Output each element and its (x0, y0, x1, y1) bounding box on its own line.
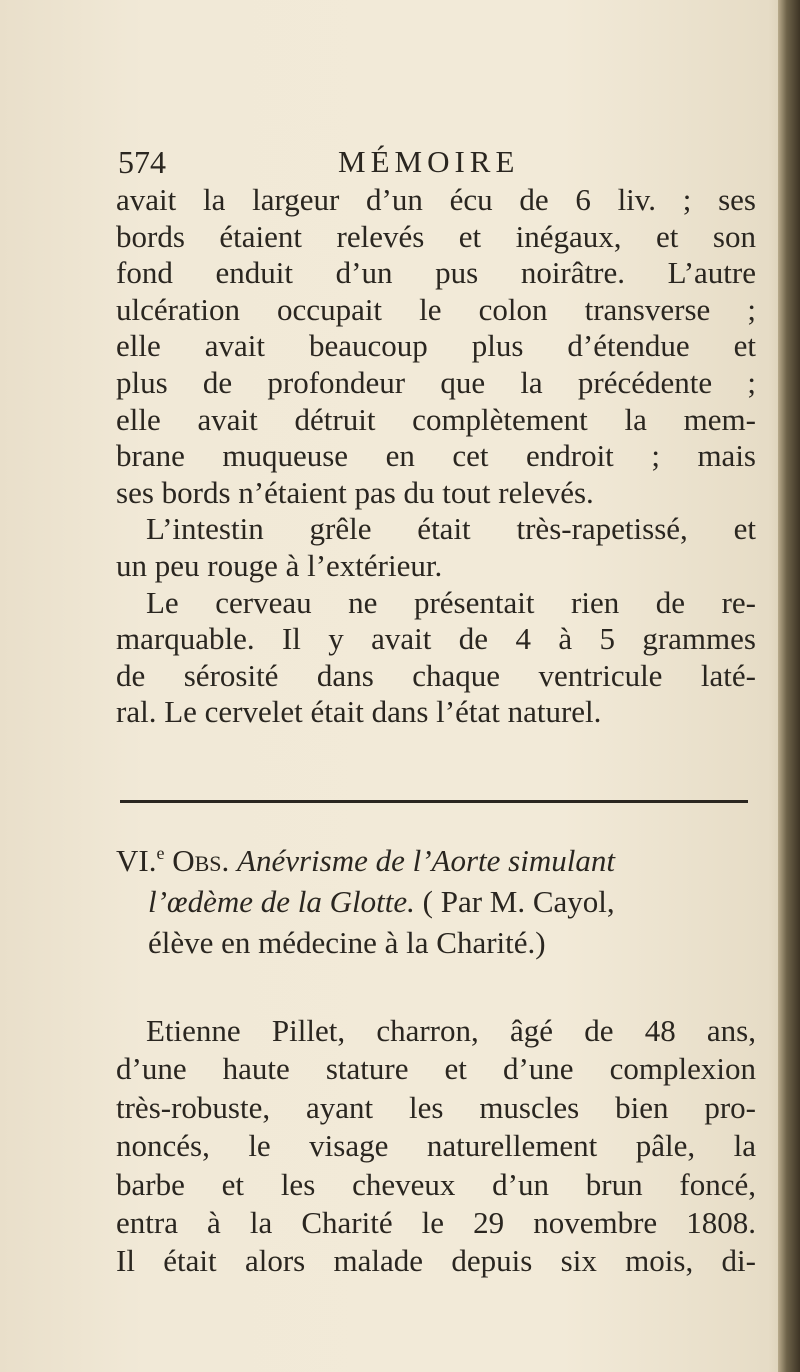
observation-number-sup: e (156, 843, 165, 863)
text-line: L’intestin grêle était très-rapetissé, et (146, 511, 756, 547)
book-spine-edge (778, 0, 800, 1372)
text-line: entra à la Charité le 29 novembre 1808. (116, 1205, 756, 1241)
text-line: Il était alors malade depuis six mois, di- (116, 1243, 756, 1279)
section-divider-rule (120, 800, 748, 803)
text-line: avait la largeur d’un écu de 6 liv. ; ses (116, 182, 756, 217)
text-line: fond enduit d’un pus noirâtre. L’autre (116, 255, 756, 291)
text-line: elle avait détruit complètement la mem- (116, 401, 756, 437)
observation-title-line-3: élève en médecine à la Charité.) (148, 925, 546, 960)
observation-title-italic: Anévrisme de l’Aorte simulant (237, 843, 615, 878)
observation-label: Obs. (172, 843, 230, 878)
text-line: elle avait beaucoup plus d’étendue et (116, 328, 756, 364)
text-line: ulcération occupait le colon transverse ; (116, 291, 756, 327)
text-line: ral. Le cervelet était dans l’état naturel. (116, 694, 602, 730)
text-line: noncés, le visage naturellement pâle, la (116, 1128, 756, 1164)
observation-title-line-1 (116, 840, 756, 881)
observation-author: ( Par M. Cayol, (422, 884, 615, 919)
page-number: 574 (118, 144, 166, 180)
text-line: plus de profondeur que la précédente ; (116, 364, 756, 400)
text-line: marquable. Il y avait de 4 à 5 grammes (116, 621, 756, 657)
text-line: de sérosité dans chaque ventricule laté- (116, 657, 756, 693)
text-line: ses bords n’étaient pas du tout relevés. (116, 474, 594, 510)
observation-number: VI. (116, 843, 157, 878)
page-header (118, 140, 758, 184)
text-line: bords étaient relevés et inégaux, et son (116, 218, 756, 254)
running-title: MÉMOIRE (338, 144, 520, 179)
text-line: très-robuste, ayant les muscles bien pro- (116, 1089, 756, 1125)
text-line: brane muqueuse en cet endroit ; mais (116, 438, 756, 474)
observation-title-italic-2: l’œdème de la Glotte. (148, 884, 415, 919)
text-line: d’une haute stature et d’une complexion (116, 1051, 756, 1087)
text-line: un peu rouge à l’extérieur. (116, 547, 443, 583)
body-text-top (116, 182, 756, 731)
observation-title-line-2 (116, 881, 756, 922)
paragraph-intestine (116, 511, 756, 584)
paragraph-patient-description (116, 1012, 756, 1281)
paragraph-brain (116, 585, 756, 731)
text-line: Etienne Pillet, charron, âgé de 48 ans, (146, 1013, 756, 1048)
text-line: Le cerveau ne présentait rien de re- (146, 584, 756, 620)
text-line: barbe et les cheveux d’un brun foncé, (116, 1166, 756, 1202)
paragraph-autopsy-ulcers (116, 182, 756, 511)
observation-heading (116, 840, 756, 963)
